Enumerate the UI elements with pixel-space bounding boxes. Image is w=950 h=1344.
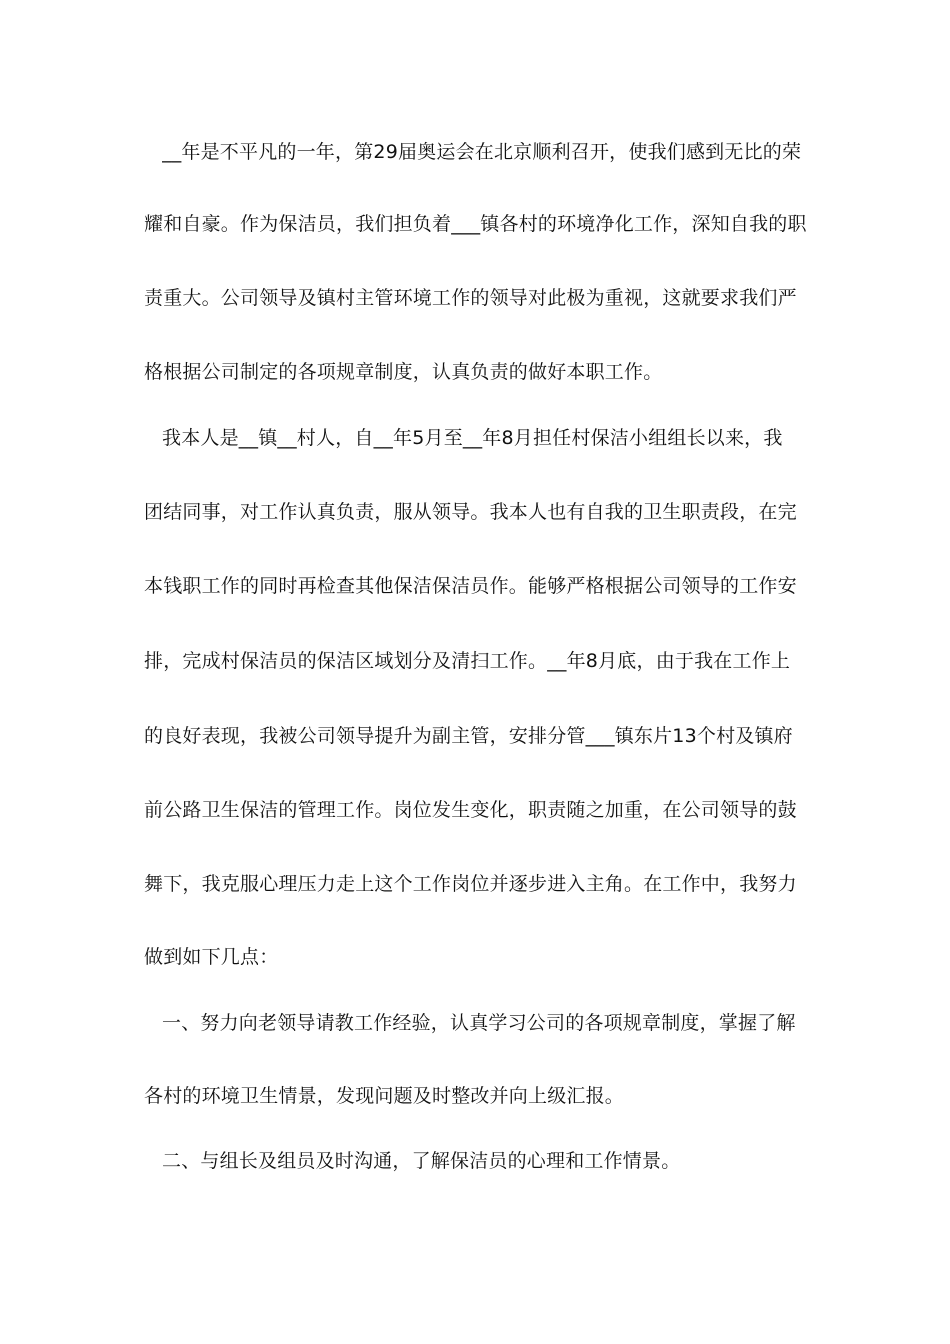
paragraph-2-line-2: 团结同事，对工作认真负责，服从领导。我本人也有自我的卫生职责段，在完 [144,501,797,523]
list-item-1-line-1: 一、努力向老领导请教工作经验，认真学习公司的各项规章制度，掌握了解 [162,1012,796,1034]
paragraph-2-line-6: 前公路卫生保洁的管理工作。岗位发生变化，职责随之加重，在公司领导的鼓 [144,799,797,821]
list-item-2-line-1: 二、与组长及组员及时沟通，了解保洁员的心理和工作情景。 [162,1150,681,1172]
paragraph-1-line-2: 耀和自豪。作为保洁员，我们担负着___镇各村的环境净化工作，深知自我的职 [144,213,807,235]
paragraph-2-line-8: 做到如下几点： [144,946,279,968]
paragraph-1-line-1: __年是不平凡的一年，第29届奥运会在北京顺利召开，使我们感到无比的荣 [162,141,802,163]
list-item-1-line-2: 各村的环境卫生情景，发现问题及时整改并向上级汇报。 [144,1085,625,1107]
paragraph-2-line-1: 我本人是__镇__村人，自__年5月至__年8月担任村保洁小组组长以来，我 [162,427,783,449]
paragraph-2-line-5: 的良好表现，我被公司领导提升为副主管，安排分管___镇东片13个村及镇府 [144,725,793,747]
paragraph-2-line-7: 舞下，我克服心理压力走上这个工作岗位并逐步进入主角。在工作中，我努力 [144,873,797,895]
paragraph-1-line-4: 格根据公司制定的各项规章制度，认真负责的做好本职工作。 [144,361,663,383]
paragraph-1-line-3: 责重大。公司领导及镇村主管环境工作的领导对此极为重视，这就要求我们严 [144,287,797,309]
paragraph-2-line-4: 排，完成村保洁员的保洁区域划分及清扫工作。__年8月底，由于我在工作上 [144,650,791,672]
paragraph-2-line-3: 本钱职工作的同时再检查其他保洁保洁员作。能够严格根据公司领导的工作安 [144,575,797,597]
